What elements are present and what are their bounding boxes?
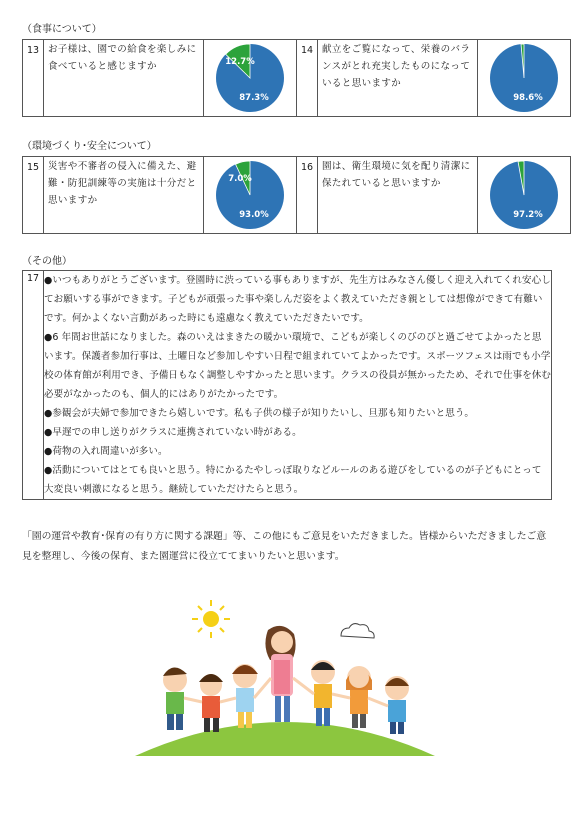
pie-label-yes: 98.6% [513,93,543,103]
pie-chart [488,159,560,231]
pie-chart [214,42,286,114]
question-number: 14 [297,40,318,117]
question-number: 17 [23,271,44,500]
comment-item: ●6 年間お世話になりました。森のいえはまきたの暖かい環境で、こどもが楽しくのびのびと過ごせてよかったと思います。保護者参加行事は、土曜日など参加しやすい日程で組まれていてよかったです。スポーツフェスは雨でも小学校の体育館が利用でき、予備日もなく調整しやすかったと思います。クラスの役員が無かったため、それで仕事を休む必要がなかったのも、個人的にはありがたかったです。 [44,332,551,400]
comment-item: ●活動についてはとても良いと思う。特にかるたやしっぽ取りなどルールのある遊びをしているのが子どもにとって大変良い刺激になると思う。継続していただけたらと思う。 [44,465,542,495]
pie-label-yes: 87.3% [239,93,269,103]
pie-cell [204,40,297,117]
comment-item: ●参観会が夫婦で参加できたら嬉しいです。私も子供の様子が知りたいし、旦那も知りたいと思う。 [44,408,475,419]
question-number: 16 [297,157,318,234]
question-number: 15 [23,157,44,234]
pie-cell [478,157,571,234]
children-illustration [135,598,440,758]
comments-cell [44,271,552,500]
closing-paragraph: 「園の運営や教育･保育の有り方に関する課題」等、この他にもご意見をいただきました。皆様からいただきましたご意見を整理し、今後の保育、また園運営に役立ててまいりたいと思います。 [22,531,547,562]
comment-item: ●早遅での申し送りがクラスに連携されていない時がある。 [44,427,302,438]
section-title-other: （その他） [22,256,72,267]
teacher-figure [265,626,295,722]
cloud-icon [341,624,374,638]
comments-table [22,270,552,500]
question-text: 園は、衛生環境に気を配り清潔に保たれていると思いますか [318,157,478,234]
pie-label-yes: 93.0% [239,210,269,220]
survey-table-environment [22,156,571,234]
pie-label-no: 12.7% [225,57,255,67]
sun-icon [192,600,230,638]
pie-chart [214,159,286,231]
question-text: 災害や不審者の侵入に備えた、避難・防犯訓練等の実施は十分だと思いますか [44,157,204,234]
question-text: お子様は、園での給食を楽しみに食べていると感じますか [44,40,204,117]
child-figure [385,676,409,734]
section-title-environment: （環境づくり･安全について） [22,141,157,152]
survey-table-meals [22,39,571,117]
child-figure [199,674,223,732]
section-title-meals: （食事について） [22,24,102,35]
question-number: 13 [23,40,44,117]
comment-item: ●いつもありがとうございます。登園時に渋っている事もありますが、先生方はみなさん優しく迎え入れてくれ安心してお願いする事ができます。子どもが頑張った事や楽しんだ姿をよく教えていただき親としては想像ができて有難いです。何かよくない言動があった時にも遠慮なく教えていただきたいです。 [44,275,551,324]
question-text: 献立をご覧になって、栄養のバランスがとれ充実したものになっていると思いますか [318,40,478,117]
pie-label-no: 7.0% [228,174,252,184]
pie-cell [204,157,297,234]
pie-chart [488,42,560,114]
comment-item: ●荷物の入れ間違いが多い。 [44,446,168,457]
pie-cell [478,40,571,117]
pie-label-yes: 97.2% [513,210,543,220]
child-figure [163,667,187,730]
